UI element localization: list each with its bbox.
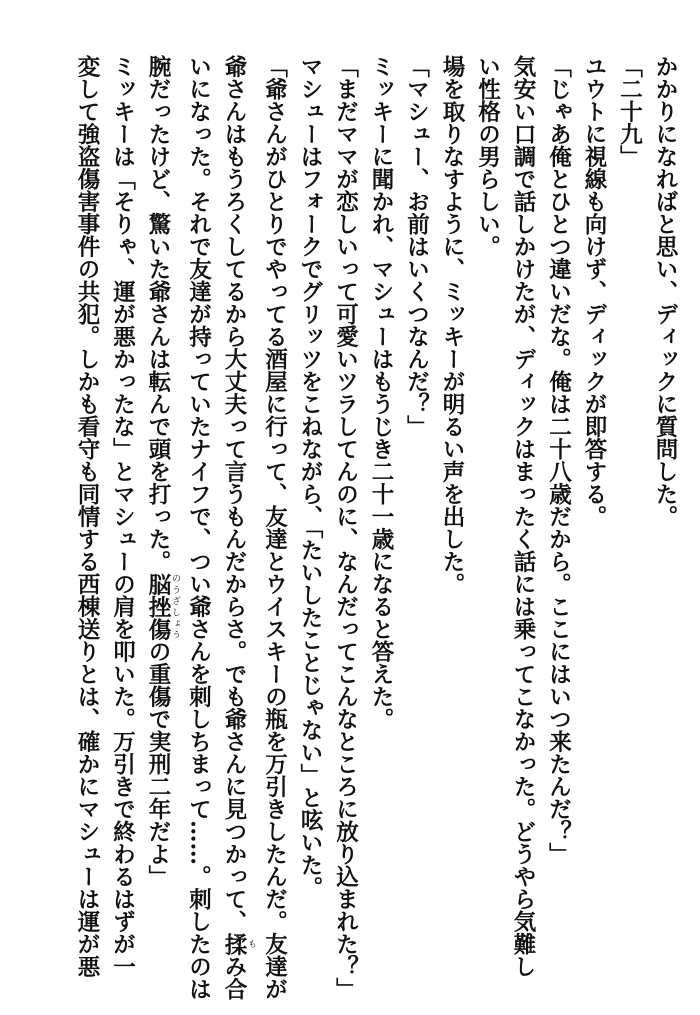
text-line-15	[140, 55, 181, 975]
text-line-11: マシューはフォークでグリッツをこねながら、「たいしたことじゃない」と呟いた。	[297, 55, 323, 899]
text-line-12: 「爺さんがひとりでやってる酒屋に行って、友達とウイスキーの瓶を万引きしたんだ。友達が	[261, 55, 288, 1000]
text-line-10: 「まだママが恋しいって可愛いツラしてんのに、なんだってこんなところに放り込まれた？」	[332, 55, 359, 1000]
text-line-2: 「二十九」	[616, 55, 643, 168]
text-line-3: ユウトに視線も向けず、ディックが即答する。	[581, 55, 607, 528]
text-line-13-post: み合	[221, 955, 247, 1000]
text-line-14: いになった。それで友達が持っていたナイフで、つい爺さんを刺しちまって……。刺したのは	[185, 55, 212, 1000]
text-line-13	[216, 55, 257, 1000]
text-line-17: 変して強盗傷害事件の共犯。しかも看守も同情する西棟送りとは、確かにマシューは運が悪	[74, 55, 100, 978]
ruby-nouzasho-base: 脳挫傷	[145, 572, 171, 640]
text-line-15-pre: 腕だったけど、驚いた爺さんは転んで頭を打った。	[145, 55, 171, 573]
text-line-9: ミッキーに聞かれ、マシューはもうじき二十一歳になると答えた。	[368, 55, 394, 730]
vertical-text-body	[69, 55, 683, 1000]
ruby-momi	[221, 932, 256, 956]
text-line-15-post: の重傷で実刑二年だよ」	[145, 640, 171, 888]
ruby-momi-base: 揉	[221, 932, 247, 955]
text-line-6: い性格の男らしい。	[474, 55, 501, 258]
ruby-momi-reading: も	[246, 932, 256, 955]
text-line-7: 場を取りなすように、ミッキーが明るい声を出した。	[439, 55, 465, 595]
text-line-13-pre: 爺さんはもうろくしてるから大丈夫って言うもんだからさ。でも爺さんに見つかって、	[221, 55, 247, 933]
ruby-nouzasho	[145, 572, 180, 641]
text-line-4: 「じゃあ俺とひとつ違いだな。俺は二十八歳だから。ここにはいつ来たんだ？」	[545, 55, 572, 865]
text-line-5: 気安い口調で話しかけたが、ディックはまったく話には乗ってこなかった。どうやら気難し	[510, 55, 536, 978]
ruby-nouzasho-reading: のうざしょう	[170, 572, 180, 640]
text-line-16: ミッキーは「そりゃ、運が悪かったな」とマシューの肩を叩いた。万引きで終わるはずが一	[109, 55, 136, 978]
text-line-1: かかりになればと思い、ディックに質問した。	[652, 55, 678, 528]
text-line-8: 「マシュー、お前はいくつなんだ？」	[403, 55, 430, 438]
